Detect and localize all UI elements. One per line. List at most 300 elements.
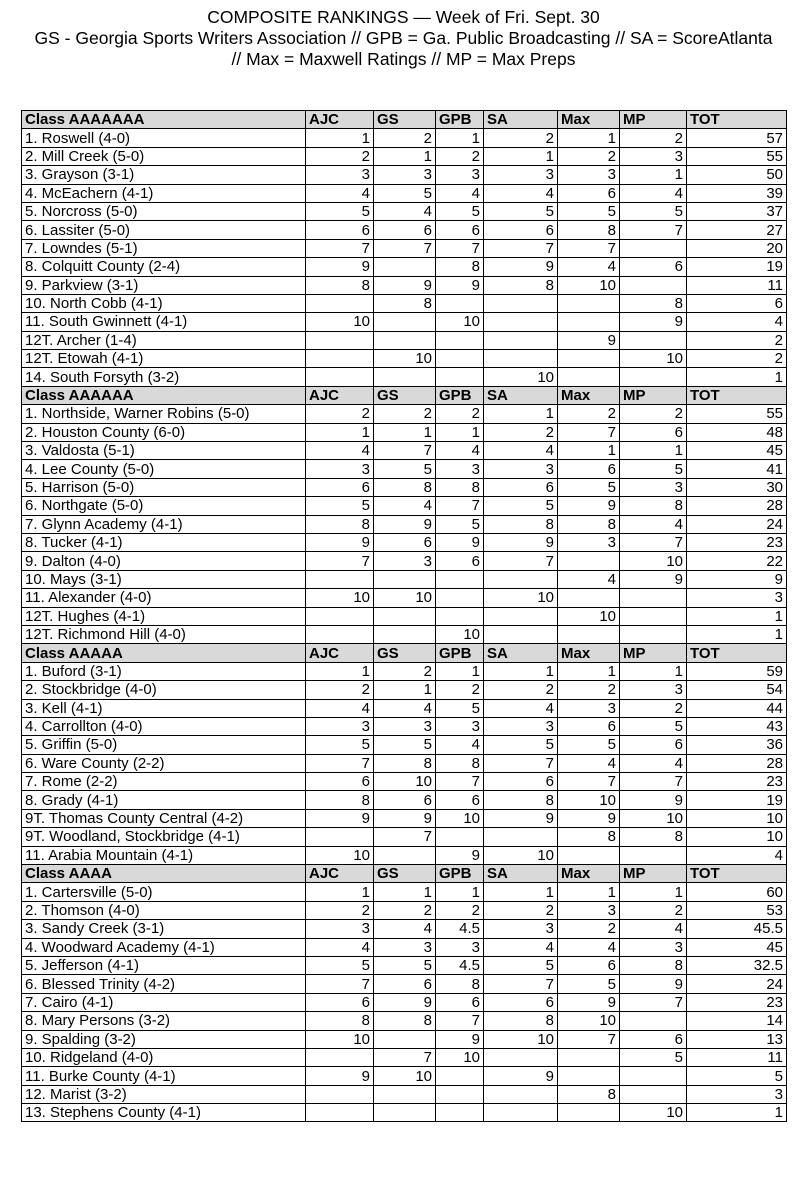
rank-cell: 2 (558, 681, 620, 699)
rank-cell: 1 (687, 368, 787, 386)
team-name-cell: 9. Parkview (3-1) (22, 276, 306, 294)
rank-cell: 1 (374, 423, 436, 441)
table-row (22, 662, 787, 680)
rank-cell: 4 (558, 570, 620, 588)
table-row (22, 331, 787, 349)
rank-cell: 8 (374, 478, 436, 496)
rank-cell: 10 (484, 368, 558, 386)
rank-cell: 1 (620, 883, 687, 901)
column-header: AJC (306, 386, 374, 404)
team-name-cell: 12T. Hughes (4-1) (22, 607, 306, 625)
rank-cell: 11 (687, 1048, 787, 1066)
rank-cell: 6 (558, 717, 620, 735)
rank-cell: 3 (687, 589, 787, 607)
rank-cell: 7 (484, 239, 558, 257)
rank-cell: 4 (374, 699, 436, 717)
team-name-cell: 12. Marist (3-2) (22, 1085, 306, 1103)
header-title: COMPOSITE RANKINGS — Week of Fri. Sept. 30 (207, 7, 600, 27)
rank-cell: 9 (374, 993, 436, 1011)
team-name-cell: 12T. Archer (1-4) (22, 331, 306, 349)
rank-cell: 7 (306, 975, 374, 993)
rank-cell: 5 (484, 956, 558, 974)
rank-cell: 8 (306, 791, 374, 809)
table-row (22, 846, 787, 864)
rank-cell: 41 (687, 460, 787, 478)
rank-cell: 11 (687, 276, 787, 294)
rank-cell (436, 294, 484, 312)
rank-cell: 7 (436, 497, 484, 515)
rank-cell: 36 (687, 736, 787, 754)
rank-cell: 1 (436, 883, 484, 901)
rank-cell: 2 (374, 129, 436, 147)
rank-cell: 6 (374, 975, 436, 993)
table-row (22, 313, 787, 331)
rank-cell: 1 (374, 147, 436, 165)
rank-cell: 1 (620, 166, 687, 184)
table-row (22, 442, 787, 460)
rank-cell: 6 (306, 478, 374, 496)
rank-cell: 3 (620, 681, 687, 699)
column-header: Max (558, 111, 620, 129)
table-row (22, 699, 787, 717)
rank-cell: 28 (687, 754, 787, 772)
rank-cell: 44 (687, 699, 787, 717)
table-row (22, 570, 787, 588)
team-name-cell: 2. Stockbridge (4-0) (22, 681, 306, 699)
rank-cell: 8 (484, 791, 558, 809)
rank-cell: 4 (374, 202, 436, 220)
section-title: Class AAAAA (22, 644, 306, 662)
rank-cell (306, 1048, 374, 1066)
rankings-table (21, 110, 787, 1122)
rank-cell (436, 1067, 484, 1085)
rank-cell (306, 1085, 374, 1103)
rank-cell (306, 1104, 374, 1122)
column-header: GS (374, 644, 436, 662)
rank-cell: 1 (484, 405, 558, 423)
rank-cell: 3 (436, 166, 484, 184)
rank-cell: 45.5 (687, 920, 787, 938)
team-name-cell: 13. Stephens County (4-1) (22, 1104, 306, 1122)
rank-cell: 8 (558, 1085, 620, 1103)
rank-cell: 9 (620, 791, 687, 809)
rank-cell: 3 (306, 920, 374, 938)
team-name-cell: 8. Grady (4-1) (22, 791, 306, 809)
rank-cell: 6 (306, 993, 374, 1011)
team-name-cell: 11. Alexander (4-0) (22, 589, 306, 607)
rank-cell: 7 (620, 533, 687, 551)
rank-cell (620, 1012, 687, 1030)
rank-cell: 4 (620, 920, 687, 938)
rank-cell: 8 (620, 956, 687, 974)
rank-cell: 7 (558, 1030, 620, 1048)
rank-cell: 2 (687, 331, 787, 349)
rank-cell (436, 828, 484, 846)
rank-cell: 5 (374, 460, 436, 478)
rank-cell: 7 (374, 442, 436, 460)
rank-cell (436, 607, 484, 625)
rank-cell: 9 (558, 809, 620, 827)
rank-cell: 27 (687, 221, 787, 239)
rank-cell: 3 (436, 460, 484, 478)
rank-cell: 9 (558, 331, 620, 349)
rank-cell: 6 (484, 221, 558, 239)
rank-cell: 8 (374, 754, 436, 772)
rank-cell: 30 (687, 478, 787, 496)
rank-cell (484, 828, 558, 846)
rank-cell (436, 1104, 484, 1122)
rank-cell: 8 (306, 276, 374, 294)
team-name-cell: 14. South Forsyth (3-2) (22, 368, 306, 386)
rank-cell (306, 331, 374, 349)
rank-cell: 3 (558, 901, 620, 919)
team-name-cell: 6. Lassiter (5-0) (22, 221, 306, 239)
column-header: MP (620, 865, 687, 883)
rank-cell: 19 (687, 258, 787, 276)
column-header: MP (620, 644, 687, 662)
rank-cell (306, 625, 374, 643)
table-row (22, 552, 787, 570)
rank-cell: 3 (558, 166, 620, 184)
rank-cell: 10 (558, 607, 620, 625)
rank-cell (620, 846, 687, 864)
rank-cell: 6 (374, 533, 436, 551)
rank-cell: 37 (687, 202, 787, 220)
team-name-cell: 9. Spalding (3-2) (22, 1030, 306, 1048)
rank-cell: 9 (306, 809, 374, 827)
rank-cell: 10 (374, 350, 436, 368)
rank-cell: 8 (436, 478, 484, 496)
rank-cell: 7 (558, 423, 620, 441)
table-row (22, 754, 787, 772)
rank-cell: 4 (306, 699, 374, 717)
table-row (22, 276, 787, 294)
rank-cell: 8 (620, 828, 687, 846)
rank-cell: 3 (436, 938, 484, 956)
rank-cell: 2 (436, 147, 484, 165)
rank-cell (558, 1104, 620, 1122)
rank-cell (436, 350, 484, 368)
rank-cell: 8 (374, 294, 436, 312)
rank-cell: 8 (436, 258, 484, 276)
rank-cell: 9 (306, 1067, 374, 1085)
rank-cell: 4 (558, 938, 620, 956)
table-row (22, 202, 787, 220)
header-legend-line-2: // Max = Maxwell Ratings // MP = Max Preps (231, 49, 576, 69)
table-row (22, 975, 787, 993)
rank-cell: 1 (558, 129, 620, 147)
column-header: AJC (306, 644, 374, 662)
rank-cell: 4 (436, 736, 484, 754)
rank-cell: 23 (687, 773, 787, 791)
rank-cell: 10 (620, 809, 687, 827)
rank-cell: 6 (484, 993, 558, 1011)
team-name-cell: 1. Buford (3-1) (22, 662, 306, 680)
rank-cell: 43 (687, 717, 787, 735)
rank-cell: 5 (374, 956, 436, 974)
rank-cell: 7 (620, 993, 687, 1011)
rank-cell: 6 (306, 773, 374, 791)
team-name-cell: 2. Houston County (6-0) (22, 423, 306, 441)
table-row (22, 166, 787, 184)
rank-cell: 10 (436, 1048, 484, 1066)
rank-cell (558, 589, 620, 607)
rank-cell: 10 (436, 809, 484, 827)
rank-cell: 1 (620, 442, 687, 460)
rank-cell: 2 (558, 920, 620, 938)
table-row (22, 258, 787, 276)
rank-cell: 9 (484, 533, 558, 551)
rank-cell: 9 (374, 515, 436, 533)
rank-cell: 5 (558, 975, 620, 993)
rank-cell (558, 294, 620, 312)
rank-cell: 7 (306, 552, 374, 570)
rank-cell: 6 (558, 956, 620, 974)
rank-cell: 9 (687, 570, 787, 588)
table-row (22, 1104, 787, 1122)
table-row (22, 1085, 787, 1103)
rank-cell: 6 (558, 460, 620, 478)
rank-cell: 7 (558, 239, 620, 257)
team-name-cell: 5. Griffin (5-0) (22, 736, 306, 754)
rank-cell: 4 (484, 184, 558, 202)
rank-cell (374, 846, 436, 864)
rank-cell: 1 (436, 129, 484, 147)
team-name-cell: 1. Roswell (4-0) (22, 129, 306, 147)
team-name-cell: 6. Northgate (5-0) (22, 497, 306, 515)
rank-cell: 7 (306, 239, 374, 257)
rank-cell (620, 331, 687, 349)
rank-cell (306, 350, 374, 368)
rank-cell: 3 (484, 460, 558, 478)
rank-cell: 4 (306, 184, 374, 202)
table-row (22, 901, 787, 919)
team-name-cell: 8. Tucker (4-1) (22, 533, 306, 551)
rank-cell: 2 (306, 405, 374, 423)
rank-cell (484, 607, 558, 625)
section-title: Class AAAAAA (22, 386, 306, 404)
rank-cell: 10 (484, 589, 558, 607)
rank-cell: 2 (436, 405, 484, 423)
rank-cell: 6 (687, 294, 787, 312)
rank-cell (484, 1085, 558, 1103)
rank-cell: 10 (436, 313, 484, 331)
rank-cell: 8 (306, 515, 374, 533)
rank-cell: 4 (306, 938, 374, 956)
rank-cell (374, 570, 436, 588)
rank-cell: 4 (558, 754, 620, 772)
rank-cell: 10 (306, 589, 374, 607)
table-row (22, 184, 787, 202)
rank-cell: 5 (687, 1067, 787, 1085)
rank-cell: 5 (558, 736, 620, 754)
rank-cell: 9 (374, 809, 436, 827)
rank-cell (374, 1085, 436, 1103)
rank-cell: 4 (620, 515, 687, 533)
rank-cell: 4.5 (436, 956, 484, 974)
rank-cell: 4 (306, 442, 374, 460)
rank-cell (484, 294, 558, 312)
rank-cell (436, 331, 484, 349)
rank-cell: 3 (484, 920, 558, 938)
rank-cell: 1 (306, 883, 374, 901)
team-name-cell: 5. Harrison (5-0) (22, 478, 306, 496)
team-name-cell: 4. Lee County (5-0) (22, 460, 306, 478)
rank-cell: 1 (306, 129, 374, 147)
rank-cell: 8 (436, 754, 484, 772)
rank-cell: 10 (374, 773, 436, 791)
column-header: SA (484, 644, 558, 662)
rank-cell: 2 (484, 129, 558, 147)
rank-cell: 6 (620, 423, 687, 441)
rank-cell (620, 589, 687, 607)
team-name-cell: 5. Norcross (5-0) (22, 202, 306, 220)
rank-cell: 4 (687, 846, 787, 864)
rank-cell: 8 (306, 1012, 374, 1030)
team-name-cell: 1. Northside, Warner Robins (5-0) (22, 405, 306, 423)
rank-cell: 4 (484, 699, 558, 717)
rank-cell: 10 (306, 1030, 374, 1048)
rank-cell: 6 (484, 773, 558, 791)
team-name-cell: 3. Valdosta (5-1) (22, 442, 306, 460)
rank-cell: 2 (484, 681, 558, 699)
rank-cell: 7 (436, 239, 484, 257)
team-name-cell: 7. Rome (2-2) (22, 773, 306, 791)
rank-cell: 55 (687, 147, 787, 165)
rank-cell: 1 (306, 662, 374, 680)
column-header: Max (558, 865, 620, 883)
column-header: TOT (687, 865, 787, 883)
team-name-cell: 7. Cairo (4-1) (22, 993, 306, 1011)
rank-cell: 7 (374, 828, 436, 846)
rank-cell: 23 (687, 993, 787, 1011)
rank-cell: 6 (620, 258, 687, 276)
column-header: Max (558, 386, 620, 404)
rank-cell: 10 (484, 1030, 558, 1048)
rank-cell: 4.5 (436, 920, 484, 938)
rank-cell: 22 (687, 552, 787, 570)
table-row (22, 773, 787, 791)
team-name-cell: 9T. Woodland, Stockbridge (4-1) (22, 828, 306, 846)
team-name-cell: 11. Arabia Mountain (4-1) (22, 846, 306, 864)
rank-cell: 9 (558, 993, 620, 1011)
rank-cell: 3 (484, 717, 558, 735)
rank-cell: 9 (436, 276, 484, 294)
rank-cell: 2 (620, 699, 687, 717)
table-row (22, 460, 787, 478)
rank-cell (620, 239, 687, 257)
rank-cell: 1 (687, 625, 787, 643)
rank-cell: 2 (620, 901, 687, 919)
table-row (22, 221, 787, 239)
rank-cell: 19 (687, 791, 787, 809)
rank-cell: 10 (306, 313, 374, 331)
column-header: MP (620, 386, 687, 404)
rank-cell: 5 (558, 202, 620, 220)
section-header-row (22, 644, 787, 662)
team-name-cell: 10. Ridgeland (4-0) (22, 1048, 306, 1066)
rank-cell: 4 (620, 184, 687, 202)
rank-cell: 2 (436, 901, 484, 919)
team-name-cell: 4. Carrollton (4-0) (22, 717, 306, 735)
table-row (22, 129, 787, 147)
rank-cell (558, 1067, 620, 1085)
rank-cell: 4 (436, 442, 484, 460)
rank-cell: 2 (687, 350, 787, 368)
rank-cell: 24 (687, 975, 787, 993)
rank-cell: 5 (484, 202, 558, 220)
rank-cell (306, 368, 374, 386)
rank-cell: 50 (687, 166, 787, 184)
table-row (22, 478, 787, 496)
rank-cell (620, 607, 687, 625)
table-row (22, 1012, 787, 1030)
rank-cell: 5 (484, 497, 558, 515)
team-name-cell: 8. Mary Persons (3-2) (22, 1012, 306, 1030)
rank-cell (374, 625, 436, 643)
team-name-cell: 4. McEachern (4-1) (22, 184, 306, 202)
table-row (22, 368, 787, 386)
rank-cell: 1 (436, 662, 484, 680)
rank-cell: 5 (436, 699, 484, 717)
rank-cell: 3 (620, 478, 687, 496)
rank-cell: 9 (484, 258, 558, 276)
rank-cell: 6 (436, 221, 484, 239)
rank-cell: 1 (484, 883, 558, 901)
rank-cell: 5 (306, 497, 374, 515)
column-header: Max (558, 644, 620, 662)
rank-cell: 8 (484, 1012, 558, 1030)
rank-cell: 2 (306, 681, 374, 699)
rank-cell: 5 (374, 184, 436, 202)
rank-cell: 1 (484, 662, 558, 680)
rank-cell: 2 (374, 405, 436, 423)
rank-cell: 7 (436, 773, 484, 791)
rank-cell: 10 (374, 589, 436, 607)
rank-cell: 9 (436, 533, 484, 551)
rank-cell: 5 (306, 736, 374, 754)
rank-cell: 10 (558, 276, 620, 294)
rank-cell: 5 (620, 717, 687, 735)
rank-cell: 39 (687, 184, 787, 202)
table-row (22, 1067, 787, 1085)
rank-cell: 1 (436, 423, 484, 441)
rank-cell: 8 (484, 276, 558, 294)
rank-cell: 3 (620, 147, 687, 165)
rank-cell: 3 (306, 166, 374, 184)
rank-cell: 45 (687, 442, 787, 460)
team-name-cell: 2. Thomson (4-0) (22, 901, 306, 919)
rank-cell: 53 (687, 901, 787, 919)
rank-cell: 1 (620, 662, 687, 680)
team-name-cell: 1. Cartersville (5-0) (22, 883, 306, 901)
rank-cell (484, 1048, 558, 1066)
rank-cell: 5 (306, 202, 374, 220)
rank-cell (558, 1048, 620, 1066)
rank-cell: 7 (306, 754, 374, 772)
rank-cell: 6 (436, 552, 484, 570)
rank-cell: 3 (436, 717, 484, 735)
rank-cell (558, 368, 620, 386)
rank-cell (374, 313, 436, 331)
rank-cell: 4 (484, 938, 558, 956)
rank-cell: 5 (436, 515, 484, 533)
page-header (0, 7, 807, 70)
team-name-cell: 11. South Gwinnett (4-1) (22, 313, 306, 331)
team-name-cell: 7. Lowndes (5-1) (22, 239, 306, 257)
table-row (22, 920, 787, 938)
rank-cell: 4 (374, 920, 436, 938)
